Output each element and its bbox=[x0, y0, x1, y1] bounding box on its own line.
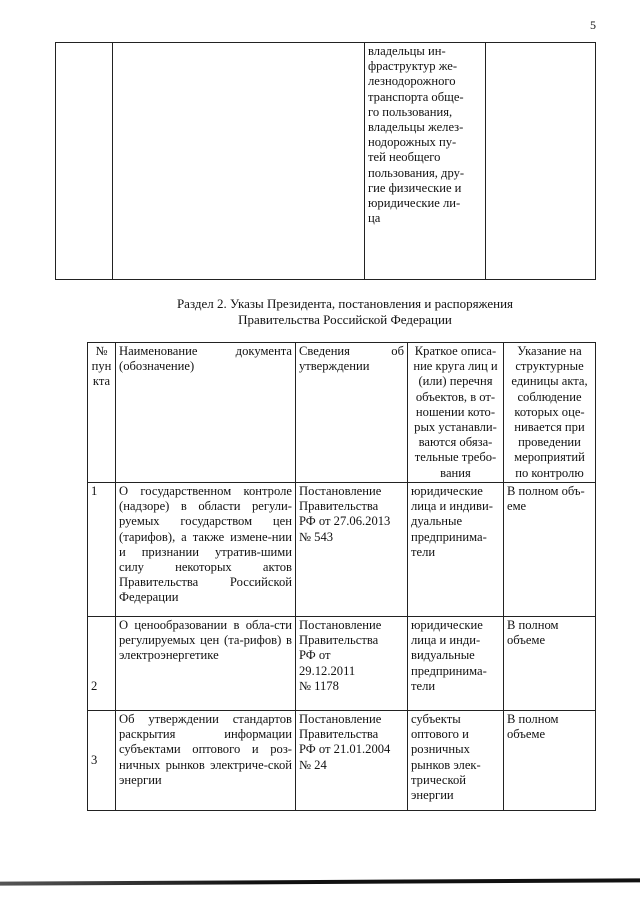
table-cell bbox=[56, 43, 113, 280]
header-scope: Краткое описа- ние круга лиц и (или) перечня объектов, в от- ношении кото- рых устанавли- ваются обяза- тельные требо- вания bbox=[408, 343, 504, 483]
scope-description: субъекты оптового и розничных рынков элек- трической энергии bbox=[408, 711, 504, 811]
scope-description: юридические лица и индиви- дуальные предпринима- тели bbox=[408, 483, 504, 617]
row-number: 1 bbox=[88, 483, 116, 617]
header-units: Указание на структурные единицы акта, соблюдение которых оце- нивается при проведении мероприятий по контролю bbox=[504, 343, 596, 483]
table-cell bbox=[113, 43, 365, 280]
row-number: 2 bbox=[88, 617, 116, 711]
scope-description: юридические лица и инди- видуальные предпринима- тели bbox=[408, 617, 504, 711]
table-row bbox=[88, 483, 596, 617]
continuation-table bbox=[55, 42, 596, 280]
table-row bbox=[88, 711, 596, 811]
approval-info: Постановление Правительства РФ от 29.12.2011 № 1178 bbox=[296, 617, 408, 711]
table-cell: владельцы ин- фраструктур же- лезнодорожного транспорта обще- го пользования, владельцы желез- нодорожных пу- тей необщего пользования, дру- гие физические и юридические ли- ца bbox=[365, 43, 486, 280]
approval-info: Постановление Правительства РФ от 27.06.2013 № 543 bbox=[296, 483, 408, 617]
document-name: Об утверждении стандартов раскрытия информации субъектами оптового и роз-ничных рынков электриче-ской энергии bbox=[116, 711, 296, 811]
section-title: Раздел 2. Указы Президента, постановления и распоряжения Правительства Российской Федерации bbox=[176, 296, 514, 327]
row-number: 3 bbox=[88, 711, 116, 811]
approval-info: Постановление Правительства РФ от 21.01.2004 № 24 bbox=[296, 711, 408, 811]
header-name: Наименование документа (обозначение) bbox=[116, 343, 296, 483]
document-name: О государственном контроле (надзоре) в области регули-руемых государством цен (тарифов), а также измене-нии и признании утратив-шими силу некоторых актов Правительства Российской Федерации bbox=[116, 483, 296, 617]
document-name: О ценообразовании в обла-сти регулируемых цен (та-рифов) в электроэнергетике bbox=[116, 617, 296, 711]
scan-edge-line bbox=[0, 878, 640, 885]
table-row bbox=[88, 617, 596, 711]
table-row bbox=[56, 43, 596, 280]
table-cell bbox=[486, 43, 596, 280]
table-header-row bbox=[88, 343, 596, 483]
page-number: 5 bbox=[590, 18, 596, 32]
structural-units: В полном объеме bbox=[504, 617, 596, 711]
header-number: № пун кта bbox=[88, 343, 116, 483]
header-approval: Сведения об утверждении bbox=[296, 343, 408, 483]
requirements-table bbox=[87, 342, 596, 811]
structural-units: В полном объ- еме bbox=[504, 483, 596, 617]
structural-units: В полном объеме bbox=[504, 711, 596, 811]
